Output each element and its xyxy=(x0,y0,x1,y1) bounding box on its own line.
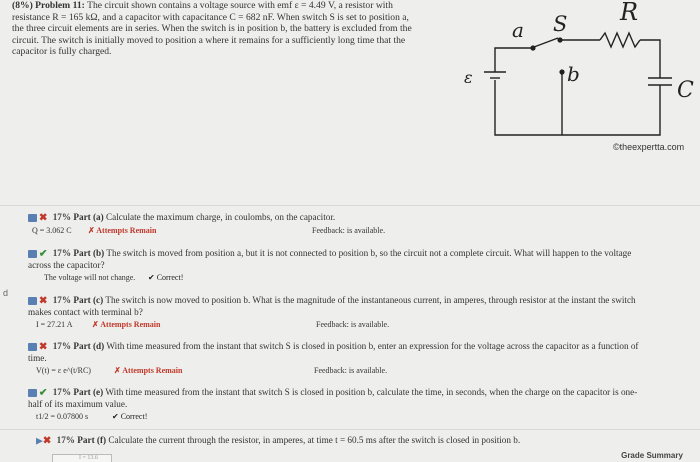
part-e xyxy=(28,387,693,422)
wrong-icon: ✖ xyxy=(42,435,52,447)
part-d xyxy=(28,341,693,376)
part-d-question-2: time. xyxy=(28,352,47,363)
part-c-status: ✗ Attempts Remain xyxy=(92,319,161,329)
problem-text-2: resistance R = 165 kΩ, and a capacitor with capacitance C = 682 nF. When switch S is set to position a, xyxy=(12,11,409,23)
part-e-answer-row xyxy=(28,411,693,422)
part-e-answer: t1/2 = 0.07800 s xyxy=(36,411,89,421)
play-arrow-icon[interactable]: ▶ xyxy=(36,435,43,446)
part-b-expand-icon[interactable] xyxy=(28,250,37,258)
part-d-label: Part (d) xyxy=(73,341,105,351)
part-f-percent: 17% xyxy=(56,435,75,445)
label-emf: ε xyxy=(464,68,473,87)
part-d-status: ✗ Attempts Remain xyxy=(114,365,183,375)
part-b xyxy=(28,248,693,283)
check-icon: ✔ xyxy=(39,248,48,260)
part-a-expand-icon[interactable] xyxy=(28,214,37,222)
left-marker: d xyxy=(3,288,9,298)
part-f xyxy=(36,435,636,447)
part-a xyxy=(28,212,688,236)
divider xyxy=(0,429,700,430)
answer-input[interactable]: I = 13.6 xyxy=(52,454,112,462)
circuit-diagram xyxy=(440,0,700,160)
part-e-status: ✔ Correct! xyxy=(112,411,148,421)
part-d-question-1: With time measured from the instant that switch S is closed in position b, enter an expression for the voltage across the capacitor as a function of xyxy=(106,341,639,351)
part-b-answer-row xyxy=(28,272,693,283)
part-a-label: Part (a) xyxy=(73,212,104,222)
part-e-question-2: half of its maximum value. xyxy=(28,398,128,409)
grade-summary-button[interactable]: Grade Summary xyxy=(621,451,683,460)
part-d-answer-row xyxy=(28,365,693,376)
part-e-question-1: With time measured from the instant that switch S is closed in position b, calculate the time, in seconds, when the charge on the capacitor is one- xyxy=(105,387,638,397)
part-c-expand-icon[interactable] xyxy=(28,297,37,305)
terminal-b xyxy=(559,69,564,74)
part-b-status: ✔ Correct! xyxy=(148,272,184,282)
part-a-status: ✗ Attempts Remain xyxy=(88,225,157,235)
part-b-question-1: The switch is moved from position a, but it is not connected to position b, so the circuit not a complete circuit. What will happen to the voltage xyxy=(106,248,632,258)
part-b-percent: 17% xyxy=(52,248,72,258)
part-e-label: Part (e) xyxy=(73,387,104,397)
part-b-question-2: across the capacitor? xyxy=(28,259,105,270)
wrong-icon: ✖ xyxy=(39,341,48,353)
label-c: C xyxy=(677,78,694,103)
part-b-answer: The voltage will not change. xyxy=(44,272,136,282)
wrong-icon: ✖ xyxy=(39,212,48,224)
wrong-icon: ✖ xyxy=(39,295,48,307)
part-c-question-1: The switch is now moved to position b. What is the magnitude of the instantaneous current, in amperes, through resistor at the instant the switch xyxy=(105,295,636,305)
label-a: a xyxy=(512,18,524,42)
part-a-answer-row xyxy=(28,225,688,236)
part-e-expand-icon[interactable] xyxy=(28,389,37,397)
check-icon: ✔ xyxy=(39,387,48,399)
part-f-label: Part (f) xyxy=(77,435,107,445)
part-c-answer: I = 27.21 A xyxy=(36,319,73,329)
part-c-question-2: makes contact with terminal b? xyxy=(28,306,143,317)
part-e-percent: 17% xyxy=(52,387,72,397)
problem-statement xyxy=(12,0,442,58)
part-d-feedback[interactable]: Feedback: is available. xyxy=(314,365,388,375)
problem-text-5: capacitor is fully charged. xyxy=(12,46,112,58)
part-c xyxy=(28,295,693,330)
copyright-text: ©theexpertta.com xyxy=(613,142,685,152)
part-a-answer: Q = 3.062 C xyxy=(32,225,72,235)
part-c-feedback[interactable]: Feedback: is available. xyxy=(316,319,390,329)
label-s: S xyxy=(553,12,568,36)
part-b-label: Part (b) xyxy=(73,248,105,258)
problem-text-1: The circuit shown contains a voltage source with emf ε = 4.49 V, a resistor with xyxy=(87,0,393,11)
problem-text-3: the three circuit elements are in series. When the switch is in position b, the battery is excluded from the xyxy=(12,23,412,35)
part-f-question: Calculate the current through the resistor, in amperes, at time t = 60.5 ms after the switch is closed in position b. xyxy=(108,435,521,445)
problem-text-4: circuit. The switch is initially moved to position a where it remains for a sufficiently long time that the xyxy=(12,34,406,46)
part-c-percent: 17% xyxy=(52,295,72,305)
terminal-a xyxy=(530,45,535,50)
problem-header: (8%) Problem 11: xyxy=(12,0,85,11)
label-b: b xyxy=(567,62,580,86)
part-d-percent: 17% xyxy=(52,341,72,351)
divider xyxy=(0,205,700,206)
part-c-label: Part (c) xyxy=(73,295,104,305)
part-a-feedback[interactable]: Feedback: is available. xyxy=(312,225,386,235)
switch-pivot xyxy=(557,37,562,42)
part-d-answer: V(t) = ε e^(t/RC) xyxy=(36,365,91,375)
part-a-percent: 17% xyxy=(52,212,72,222)
part-c-answer-row xyxy=(28,319,693,330)
part-a-question: Calculate the maximum charge, in coulombs, on the capacitor. xyxy=(106,212,336,222)
label-r: R xyxy=(620,0,639,26)
part-d-expand-icon[interactable] xyxy=(28,343,37,351)
